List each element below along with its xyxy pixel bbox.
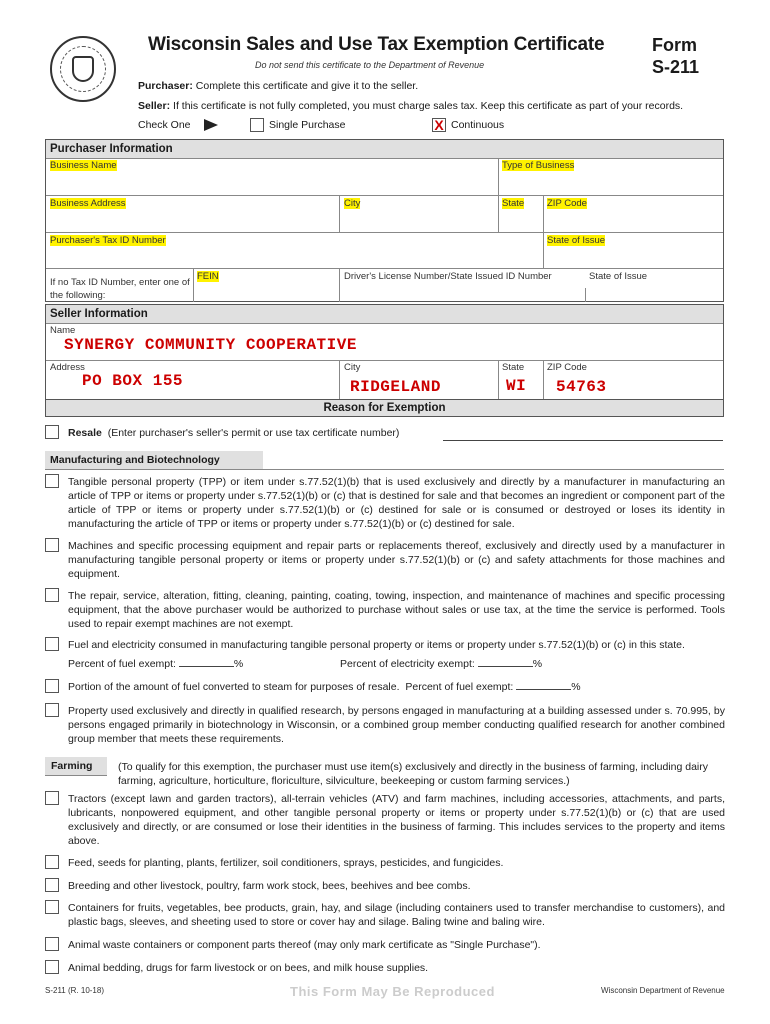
- state-of-issue-2-label: State of Issue: [589, 271, 648, 282]
- seller-name-value[interactable]: SYNERGY COMMUNITY COOPERATIVE: [64, 336, 357, 354]
- seller-address-value[interactable]: PO BOX 155: [82, 372, 184, 390]
- seller-name-label: Name: [50, 325, 76, 336]
- farm-item2-text: Feed, seeds for planting, plants, fertilizer, soil conditioners, sprays, pesticides, and fungicides.: [68, 857, 504, 869]
- mfg-item2-text: Machines and specific processing equipment and repair parts or replacements thereof, exclusively and directly used by a manufacturer in manufacturing tangible personal property or items or property under s.77.52(1)(b) or (c) and safety attachments for those machines and equipment.: [68, 540, 725, 580]
- fein-label: FEIN: [197, 271, 219, 282]
- do-not-send-note: Do not send this certificate to the Department of Revenue: [255, 60, 485, 70]
- farm-item5-checkbox[interactable]: [45, 937, 59, 951]
- mfg-item6-text: Property used exclusively and directly in qualified research, by persons engaged in manufacturing at a building assessed under s. 70.995, by persons engaged primarily in biotechnology in Wisconsin, or a combined group member conducting qualified research for another combined group member that meets these requirements.: [68, 705, 725, 745]
- reason-for-exemption-heading: Reason for Exemption: [45, 399, 724, 417]
- form-title: Wisconsin Sales and Use Tax Exemption Certificate: [148, 34, 605, 55]
- reproduced-watermark: This Form May Be Reproduced: [290, 984, 495, 999]
- type-of-business-label: Type of Business: [502, 160, 575, 171]
- farming-heading: Farming: [45, 757, 107, 775]
- farm-item3-text: Breeding and other livestock, poultry, farm work stock, bees, beehives and bee combs.: [68, 880, 471, 892]
- continuous-label: Continuous: [451, 119, 505, 131]
- farming-intro: (To qualify for this exemption, the purchaser must use item(s) exclusively and directly in the business of farming, including dairy farming, agriculture, horticulture, floriculture, silviculture, beekeeping or custom farming services.): [118, 761, 709, 787]
- resale-checkbox[interactable]: [45, 425, 59, 439]
- mfg-item2-checkbox[interactable]: [45, 538, 59, 552]
- form-word: Form: [652, 35, 697, 55]
- department-name: Wisconsin Department of Revenue: [601, 986, 725, 995]
- mfg-item1-text: Tangible personal property (TPP) or item under s.77.52(1)(b) that is used exclusively and directly by a manufacturer in manufacturing an article of TPP or items or property under s.77.52(1)(b) or (c) that is destined for sale and that becomes an ingredient or component part of the article of TPP or items or property under s.77.52(1)(b) or (c) destined for sale or is consumed or destroyed or loses its identity in manufacturing the article of TPP or items or property under s.77.52(1)(b) or (c) destined for sale.: [68, 476, 725, 530]
- mfg-item1-checkbox[interactable]: [45, 474, 59, 488]
- purchaser-state-field[interactable]: [502, 210, 540, 231]
- state-of-issue-field[interactable]: [547, 247, 721, 267]
- state-of-issue-label: State of Issue: [547, 235, 606, 246]
- drivers-license-field[interactable]: [344, 284, 582, 301]
- state-of-issue-2-field[interactable]: [589, 284, 721, 301]
- single-purchase-checkbox[interactable]: [250, 118, 264, 132]
- seller-zip-label: ZIP Code: [547, 362, 587, 373]
- type-of-business-field[interactable]: [502, 172, 720, 194]
- farm-item6-checkbox[interactable]: [45, 960, 59, 974]
- form-revision: S-211 (R. 10-18): [45, 986, 104, 995]
- tax-id-field[interactable]: [48, 247, 540, 267]
- mfg-item6-checkbox[interactable]: [45, 703, 59, 717]
- seller-information-heading: Seller Information: [46, 305, 723, 323]
- form-code: S-211: [652, 57, 700, 77]
- electricity-exempt-line: Percent of electricity exempt: %: [340, 658, 543, 670]
- seller-city-label: City: [344, 362, 361, 373]
- form-number: [652, 34, 699, 78]
- mfg-item5-checkbox[interactable]: [45, 679, 59, 693]
- tax-id-label: Purchaser's Tax ID Number: [50, 235, 166, 246]
- electricity-exempt-field[interactable]: [478, 666, 533, 667]
- mfg-item3-text: The repair, service, alteration, fitting, cleaning, painting, coating, towing, inspection, and maintenance of machines and specific processing equipment, that the above purchaser would be authorized to purchase without sales or use tax, at the time the service is performed. Tools used to repair exempt machines are not exempt.: [68, 590, 725, 630]
- farm-item6-text: Animal bedding, drugs for farm livestock or on bees, and milk house supplies.: [68, 962, 429, 974]
- farm-item2-checkbox[interactable]: [45, 855, 59, 869]
- farm-item3-checkbox[interactable]: [45, 878, 59, 892]
- mfg-item4-text: Fuel and electricity consumed in manufacturing tangible personal property or items or property under s.77.52(1)(b) or (c) in this state.: [68, 639, 685, 651]
- mfg-item5-text: Portion of the amount of fuel converted to steam for purposes of resale. Percent of fuel exempt: %: [68, 681, 581, 693]
- seller-address-label: Address: [50, 362, 85, 373]
- mfg-item3-checkbox[interactable]: [45, 588, 59, 602]
- business-address-field[interactable]: [48, 210, 336, 231]
- farm-item1-text: Tractors (except lawn and garden tractors), all-terrain vehicles (ATV) and farm machines, including accessories, attachments, and parts, lubricants, nonpowered equipment, and other tangible personal property or items or property under s.77.52(1)(b) or (c) that are used exclusively and directly, or are consumed or lose their identities in the business of farming. This includes services to the property and items above.: [68, 793, 725, 847]
- seller-zip-value[interactable]: 54763: [556, 378, 607, 396]
- farm-item5-text: Animal waste containers or component parts thereof (may only mark certificate as "Single Purchase").: [68, 939, 541, 951]
- fuel-exempt-line: Percent of fuel exempt: %: [68, 658, 244, 670]
- purchaser-city-label: City: [344, 198, 361, 209]
- drivers-license-label: Driver's License Number/State Issued ID Number: [344, 271, 552, 282]
- arrow-right-icon: [204, 119, 218, 131]
- wisconsin-state-seal: [50, 36, 116, 102]
- seller-state-label: State: [502, 362, 525, 373]
- farm-item4-checkbox[interactable]: [45, 900, 59, 914]
- single-purchase-label: Single Purchase: [269, 119, 346, 131]
- steam-fuel-exempt-field[interactable]: [516, 689, 571, 690]
- continuous-checkbox[interactable]: X: [432, 118, 446, 132]
- purchaser-city-field[interactable]: [344, 210, 494, 231]
- fein-field[interactable]: [197, 284, 336, 301]
- seller-state-value[interactable]: WI: [506, 377, 527, 395]
- resale-permit-field[interactable]: [443, 440, 723, 441]
- purchaser-instruction: Purchaser: Complete this certificate and give it to the seller.: [138, 80, 419, 92]
- farm-item4-text: Containers for fruits, vegetables, bee products, grain, hay, and silage (including containers used to transfer merchandise to customers), and plastic bags, sleeves, and sheeting used to store or cover hay and silage. Baling twine and baling wire.: [68, 902, 725, 928]
- business-name-label: Business Name: [50, 160, 117, 171]
- business-name-field[interactable]: [48, 172, 494, 194]
- resale-label: Resale (Enter purchaser's seller's permit or use tax certificate number): [68, 427, 400, 439]
- purchaser-zip-label: ZIP Code: [547, 198, 587, 209]
- fuel-exempt-field[interactable]: [179, 666, 234, 667]
- check-one-label: Check One: [138, 119, 191, 131]
- no-tax-id-label: If no Tax ID Number, enter one of the following:: [50, 277, 190, 301]
- manufacturing-heading: Manufacturing and Biotechnology: [45, 451, 263, 469]
- business-address-label: Business Address: [50, 198, 126, 209]
- seller-city-value[interactable]: RIDGELAND: [350, 378, 441, 396]
- purchaser-state-label: State: [502, 198, 525, 209]
- mfg-item4-checkbox[interactable]: [45, 637, 59, 651]
- purchaser-zip-field[interactable]: [547, 210, 721, 231]
- purchaser-information-heading: Purchaser Information: [46, 140, 723, 158]
- seller-instruction: Seller: If this certificate is not fully completed, you must charge sales tax. Keep this certificate as part of your records.: [138, 100, 684, 112]
- farm-item1-checkbox[interactable]: [45, 791, 59, 805]
